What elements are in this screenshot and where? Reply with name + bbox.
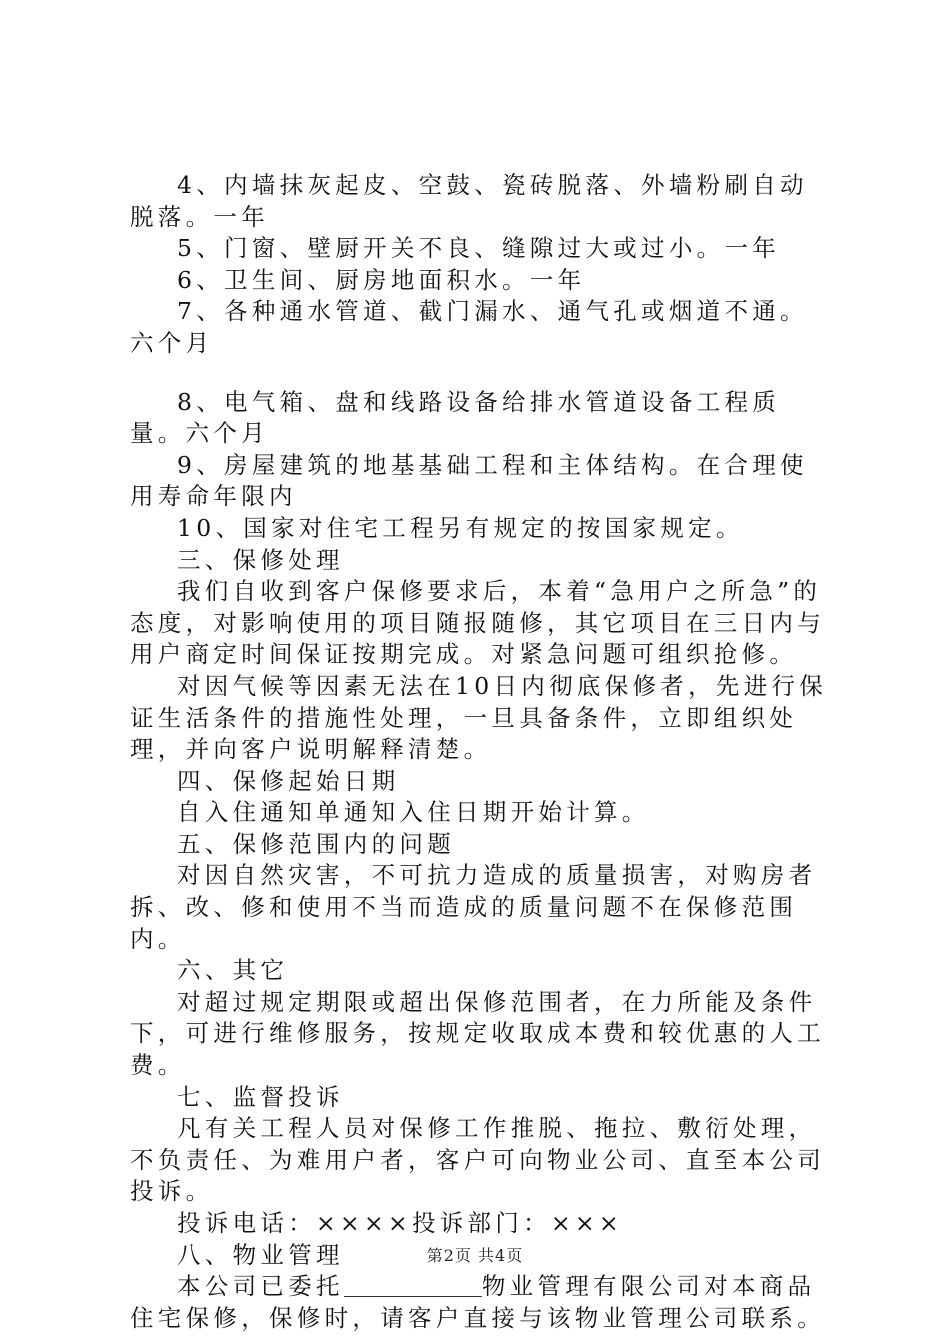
property-text-before: 本公司已委托 [177, 1272, 344, 1301]
clause-6: 6、卫生间、厨房地面积水。一年 [177, 265, 586, 294]
clause-8: 8、电气箱、盘和线路设备给排水管道设备工程质量。六个月 [130, 387, 781, 448]
weather-delay-text: 对因气候等因素无法在10日内彻底保修者，先进行保证生活条件的措施性处理，一旦具备条件，立即组织处理，并向客户说明解释清楚。 [130, 671, 828, 764]
repair-handling-text: 我们自收到客户保修要求后，本着“急用户之所急”的态度，对影响使用的项目随报随修，其它项目在三日内与用户商定时间保证按期完成。对紧急问题可组织抢修。 [130, 577, 825, 669]
complaint-contact: 投诉电话：××××投诉部门：××× [177, 1209, 623, 1237]
document-body [130, 170, 830, 1334]
clause-10: 10、国家对住宅工程另有规定的按国家规定。 [177, 513, 744, 542]
clause-4: 4、内墙抹灰起皮、空鼓、瓷砖脱落、外墙粉刷自动脱落。一年 [130, 171, 808, 231]
section-heading-property-management: 八、物业管理 [177, 1240, 344, 1269]
clause-9: 9、房屋建筑的地基基础工程和主体结构。在合理使用寿命年限内 [130, 450, 808, 511]
blank-fill-line [344, 1273, 482, 1298]
section-heading-complaints: 七、监督投诉 [177, 1082, 344, 1111]
page-footer: 第2页 共4页 [426, 1246, 524, 1265]
section-heading-repair-handling: 三、保修处理 [177, 545, 344, 574]
scope-text: 对因自然灾害，不可抗力造成的质量损害，对购房者拆、改、修和使用不当而造成的质量问题不在保修范围内。 [130, 861, 817, 953]
complaints-text: 凡有关工程人员对保修工作推脱、拖拉、敷衍处理，不负责任、为难用户者，客户可向物业公司、直至本公司投诉。 [130, 1114, 825, 1206]
property-text-after: 物业管理有限公司对本商品住宅保修，保修时，请客户直接与该物业管理公司联系。 [130, 1272, 825, 1332]
start-date-text: 自入住通知单通知入住日期开始计算。 [177, 798, 650, 827]
section-heading-other: 六、其它 [177, 956, 289, 985]
clause-5: 5、门窗、壁厨开关不良、缝隙过大或过小。一年 [177, 234, 781, 263]
property-management-text [130, 1271, 830, 1334]
section-heading-start-date: 四、保修起始日期 [177, 766, 400, 795]
clause-7: 7、各种通水管道、截门漏水、通气孔或烟道不通。六个月 [130, 297, 808, 357]
section-heading-scope: 五、保修范围内的问题 [177, 829, 455, 858]
other-text: 对超过规定期限或超出保修范围者，在力所能及条件下，可进行维修服务，按规定收取成本费和较优惠的人工费。 [130, 987, 825, 1080]
